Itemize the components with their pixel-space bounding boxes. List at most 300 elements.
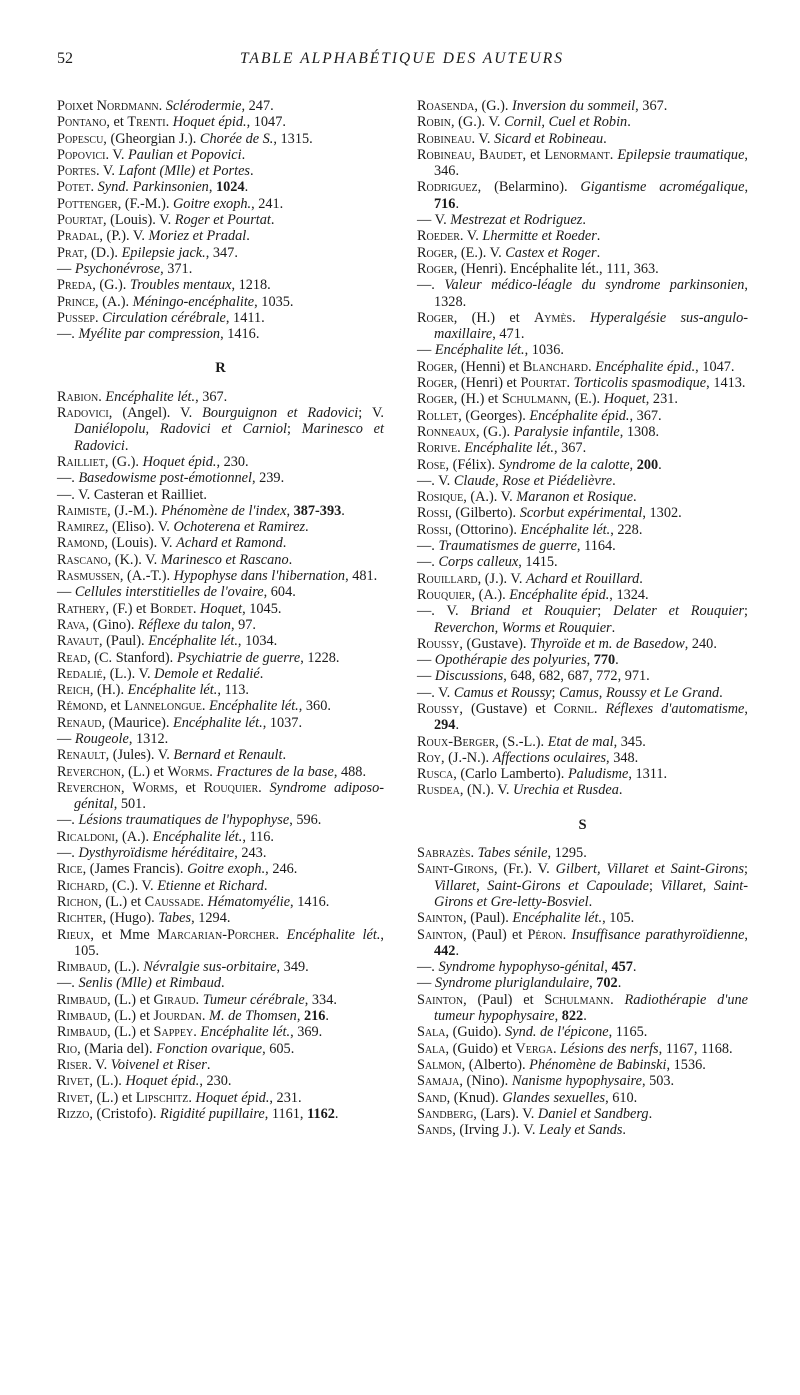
index-entry: [417, 1106, 748, 1122]
running-title: TABLE ALPHABÉTIQUE DES AUTEURS: [240, 50, 564, 67]
index-entry: [57, 326, 384, 342]
entry-text: , (Maria del).: [77, 1040, 157, 1057]
author-name: Roger: [417, 244, 454, 261]
author-name: Rusdea: [417, 782, 460, 799]
index-entry: [57, 228, 384, 244]
entry-text: .: [258, 779, 270, 796]
entry-text: , 1218.: [231, 277, 271, 294]
index-entry: [57, 1090, 384, 1106]
entry-text: , (P.). V.: [99, 228, 149, 245]
entry-text: , 241.: [251, 195, 284, 212]
entry-title: Claude, Rose et Piédelièvre: [453, 472, 613, 489]
entry-text: , 367.: [629, 407, 662, 424]
index-entry: [57, 682, 384, 698]
index-entry: [57, 975, 384, 991]
entry-text: .: [244, 179, 249, 196]
index-entry: [57, 861, 384, 877]
index-entry: [57, 715, 384, 731]
entry-text: , 228.: [610, 521, 643, 538]
entry-text: .: [612, 472, 616, 489]
entry-text: , 1164.: [576, 538, 616, 555]
entry-text: .: [263, 877, 268, 894]
entry-title: Encéphalite lét.: [172, 714, 263, 731]
author-name: Rimbaud: [57, 1024, 108, 1041]
index-entry: [57, 617, 384, 633]
entry-text: —.: [417, 959, 439, 976]
entry-title: Réflexes d'automatisme: [605, 700, 745, 717]
entry-title: Encéphalite lét.: [152, 828, 243, 845]
index-entry: [417, 959, 748, 975]
entry-text: , (Lars). V.: [473, 1105, 538, 1122]
author-name: Reverchon: [57, 779, 121, 796]
entry-text: , (Guido).: [445, 1024, 506, 1041]
entry-title: Etienne et Richard: [157, 877, 264, 894]
entry-text: , (Gheorgian J.).: [103, 130, 200, 147]
entry-title: Discussions: [434, 668, 504, 685]
index-entry: [57, 405, 384, 454]
section-heading: R: [215, 360, 226, 377]
index-entry: [57, 245, 384, 261]
author-name: Rose: [417, 456, 446, 473]
index-entry: [57, 261, 384, 277]
entry-text: , (Henni) et: [453, 358, 523, 375]
entry-text: , 247.: [241, 98, 274, 114]
author-name: Read: [57, 649, 88, 666]
entry-title: Demole et Redalié: [154, 665, 260, 682]
entry-text: , 481.: [345, 568, 378, 585]
entry-title: Bernard et Renault: [173, 747, 283, 764]
author-name: Rasmussen: [57, 568, 120, 585]
entry-text: , (Henri) et: [453, 375, 521, 392]
entry-text: .: [90, 179, 98, 196]
author-name: Sand: [417, 1089, 447, 1106]
entry-text: ;: [744, 861, 748, 878]
entry-text: .: [552, 1040, 561, 1057]
entry-text: ; V.: [358, 405, 384, 422]
author-name: Rivet: [57, 1089, 90, 1106]
index-entry: [417, 505, 748, 521]
entry-text: , 349.: [276, 959, 309, 976]
entry-text: .: [165, 114, 173, 131]
entry-title: Hypophyse dans l'hibernation: [173, 568, 346, 585]
entry-text: , (S.-L.).: [495, 733, 548, 750]
entry-text: ;: [287, 421, 302, 438]
entry-text: .: [246, 228, 250, 245]
index-entry: [57, 829, 384, 845]
entry-text: , 604.: [263, 584, 296, 601]
entry-title: Encéphalite lét.: [209, 698, 299, 715]
index-entry: [417, 440, 748, 456]
author-name: Rio: [57, 1040, 78, 1057]
entry-text: —. V.: [417, 603, 471, 620]
index-entry: [57, 666, 384, 682]
entry-title: Epilepsie traumatique: [617, 146, 745, 163]
entry-text: , (F.) et: [105, 600, 150, 617]
entry-text: .: [603, 130, 607, 147]
index-entry: [57, 747, 384, 763]
entry-text: .: [201, 698, 210, 715]
entry-text: .: [334, 1105, 339, 1122]
author-name: Sala: [417, 1040, 446, 1057]
author-name: Richard: [57, 877, 105, 894]
entry-text: —: [417, 668, 435, 685]
entry-text: ;: [744, 603, 748, 620]
index-entry: [57, 454, 384, 470]
author-name: Bordet: [149, 600, 193, 617]
index-entry: [57, 552, 384, 568]
entry-text: .: [200, 893, 208, 910]
entry-title: Daniel et Sandberg: [537, 1105, 649, 1122]
index-entry: [57, 519, 384, 535]
page-ref-bold: 1162: [307, 1105, 335, 1122]
entry-text: , (Gino).: [85, 616, 139, 633]
entry-title: Syndrome adiposo-génital: [74, 779, 384, 813]
entry-title: Névralgie sus-orbitaire: [143, 959, 277, 976]
index-entry: [417, 668, 748, 684]
author-name: Jourdan: [153, 1008, 202, 1025]
entry-text: —: [417, 975, 435, 992]
author-name: Renaud: [57, 714, 102, 731]
entry-text: , 231.: [645, 391, 678, 408]
entry-title: Valeur médico-léagle du syndrome parkinsonien: [444, 277, 745, 294]
entry-title: Etat de mal: [547, 733, 614, 750]
index-entry: [57, 1057, 384, 1073]
entry-text: .: [627, 114, 631, 131]
entry-title: Lafont (Mlle) et Portes: [118, 163, 250, 180]
index-entry: [57, 114, 384, 130]
entry-title: Psychonévrose: [74, 260, 161, 277]
entry-text: , (Paul).: [98, 633, 149, 650]
entry-text: , 1047.: [695, 358, 735, 375]
entry-text: , (Gustave) et: [459, 700, 554, 717]
entry-title: Goitre exoph.: [187, 861, 266, 878]
entry-title: Bourguignon et Radovici: [202, 405, 359, 422]
entry-text: .: [455, 195, 460, 212]
entry-text: , (N.). V.: [459, 782, 513, 799]
entry-title: Scorbut expérimental: [519, 505, 643, 522]
entry-text: .: [611, 619, 616, 636]
entry-title: Dysthyroïdisme héréditaire: [78, 845, 235, 862]
index-entry: [417, 1090, 748, 1106]
entry-title: Encéphalite lét.: [105, 388, 196, 405]
entry-title: Gilbert, Villaret et Saint-Girons: [555, 861, 745, 878]
author-name: Renault: [57, 747, 106, 764]
entry-text: .: [98, 388, 106, 405]
entry-text: .: [209, 763, 217, 780]
entry-title: Inversion du sommeil: [512, 98, 636, 114]
entry-text: , 1294.: [191, 910, 231, 927]
entry-title: Paralysie infantile: [513, 423, 620, 440]
entry-title: Rigidité pupillaire: [160, 1105, 265, 1122]
author-name: Roger: [417, 375, 454, 392]
entry-text: , (Irving J.). V.: [452, 1122, 540, 1139]
entry-title: Corps calleux: [438, 554, 519, 571]
index-entry: [57, 503, 384, 519]
entry-title: Encéphalite lét.: [464, 440, 554, 457]
index-entry: [417, 538, 748, 554]
entry-title: Fonction ovarique: [156, 1040, 263, 1057]
entry-text: , (James Francis).: [82, 861, 188, 878]
entry-text: , (L.) et: [107, 1024, 154, 1041]
entry-title: Goitre exoph.: [172, 195, 252, 212]
author-name: Roeder: [417, 228, 460, 245]
entry-title: Radiothérapie d'une tumeur hypophysaire: [434, 991, 749, 1025]
index-entry: [417, 571, 748, 587]
entry-text: , 1536.: [666, 1056, 706, 1073]
entry-text: , et Mme: [90, 926, 158, 943]
entry-text: , (J.-M.).: [107, 502, 162, 519]
author-name: Rusca: [417, 766, 454, 783]
entry-title: Basedowisme post-émotionnel: [78, 470, 252, 487]
entry-text: —.: [57, 845, 79, 862]
author-name: Rava: [57, 616, 86, 633]
author-name: Pussep: [57, 309, 95, 326]
index-entry: [57, 894, 384, 910]
entry-text: , 1413.: [706, 375, 746, 392]
entry-text: ,: [744, 926, 748, 943]
author-name: Verga: [515, 1040, 553, 1057]
entry-title: Synd. Parkinsonien: [97, 179, 209, 196]
index-entry: [417, 652, 748, 668]
index-entry: [417, 750, 748, 766]
entry-title: Briand et Rouquier: [470, 603, 598, 620]
entry-title: Syndrome pluriglandulaire: [434, 975, 590, 992]
index-entry: [57, 163, 384, 179]
author-name: Roy: [417, 749, 441, 766]
index-entry: [57, 959, 384, 975]
author-name: Marcarian-Porcher: [157, 926, 276, 943]
author-name: Sala: [417, 1024, 446, 1041]
entry-text: , 1045.: [242, 600, 282, 617]
index-entry: [417, 845, 748, 861]
entry-title: Encéphalite épid.: [509, 586, 610, 603]
index-entry: [417, 636, 748, 652]
entry-text: , 488.: [333, 763, 367, 780]
index-entry: [417, 114, 748, 130]
entry-title: Encéphalite lét.: [286, 926, 381, 943]
entry-text: ,: [554, 1008, 562, 1025]
index-entry: [57, 878, 384, 894]
entry-text: .: [583, 1008, 587, 1025]
entry-title: Achard et Rouillard: [525, 570, 640, 587]
entry-text: , (G.).: [475, 423, 514, 440]
entry-title: Hoquet épid.: [172, 114, 247, 131]
entry-text: . V.: [88, 1056, 111, 1073]
page-ref-bold: 457: [611, 959, 633, 976]
entry-text: , (H.).: [89, 682, 128, 699]
author-name: Riser: [57, 1056, 89, 1073]
author-name: Ramond: [57, 535, 105, 552]
index-entry: [57, 650, 384, 666]
entry-text: , (Louis). V.: [103, 212, 175, 229]
entry-text: ;: [648, 877, 661, 894]
entry-title: Ochoterena et Ramirez: [173, 519, 306, 536]
entry-text: , (A.). V.: [463, 489, 517, 506]
entry-text: —.: [57, 326, 79, 343]
index-entry: [417, 342, 748, 358]
entry-text: .: [457, 440, 465, 457]
entry-text: , (L.).: [107, 959, 144, 976]
entry-text: , (A.-T.).: [119, 568, 174, 585]
index-entry: [417, 1122, 748, 1138]
author-name: Rieux: [57, 926, 91, 943]
entry-title: Lhermitte et Roeder: [482, 228, 597, 245]
author-name: Blanchard: [522, 358, 588, 375]
entry-text: —. V. Casteran et Railliet.: [57, 486, 207, 503]
index-entry: [417, 473, 748, 489]
index-entry: [57, 568, 384, 584]
entry-title: Castex et Roger: [505, 244, 597, 261]
author-name: Portes: [57, 163, 97, 180]
index-entry: [57, 698, 384, 714]
entry-text: .: [259, 665, 264, 682]
entry-title: Hoquet: [200, 600, 243, 617]
entry-text: , 1416.: [220, 326, 260, 343]
index-entry: [417, 98, 748, 114]
index-entry: [57, 584, 384, 600]
entry-title: Urechia et Rusdea: [512, 782, 619, 799]
entry-text: .: [639, 570, 643, 587]
author-name: Reverchon: [57, 763, 121, 780]
entry-title: Encéphalite lét.: [127, 682, 218, 699]
entry-text: , (Félix).: [445, 456, 499, 473]
entry-text: , (J.). V.: [477, 570, 526, 587]
author-name: Rizzo: [57, 1105, 90, 1122]
entry-text: .: [566, 375, 574, 392]
index-entry: [417, 424, 748, 440]
entry-text: , 345.: [613, 733, 646, 750]
index-entry: [57, 277, 384, 293]
entry-text: , 610.: [605, 1089, 638, 1106]
entry-text: .: [270, 212, 275, 229]
author-name: Sainton: [417, 910, 464, 927]
entry-text: , 1328.: [434, 277, 748, 310]
author-name: Robin: [417, 114, 451, 131]
entry-text: , 1302.: [642, 505, 682, 522]
entry-text: .: [609, 146, 618, 163]
entry-title: Daniélopolu, Radovici et Carniol: [74, 421, 287, 438]
entry-title: Phénomène de l'index: [161, 502, 287, 519]
entry-text: .: [593, 700, 606, 717]
entry-text: .: [305, 519, 309, 536]
author-name: Pourtat: [520, 375, 567, 392]
author-name: Roger: [417, 391, 454, 408]
entry-text: ,: [604, 959, 612, 976]
entry-text: —.: [57, 975, 79, 992]
index-entry: [417, 910, 748, 926]
entry-text: .: [648, 1105, 653, 1122]
author-name: Rorive: [417, 440, 458, 457]
author-name: Pradal: [57, 228, 100, 245]
entry-text: , 113.: [217, 682, 249, 699]
entry-title: Syndrome de la calotte: [498, 456, 630, 473]
author-name: Roasenda: [417, 98, 475, 114]
entry-text: , (G.). V.: [450, 114, 505, 131]
entry-text: .: [582, 212, 586, 229]
author-name: Sabrazès: [417, 845, 471, 862]
entry-text: — V.: [417, 212, 451, 229]
entry-title: Voivenel et Riser: [110, 1056, 207, 1073]
entry-text: , (L.) et: [107, 1008, 154, 1025]
entry-text: , (L.) et: [120, 763, 168, 780]
author-name: Popescu: [57, 130, 104, 147]
entry-text: , 1315.: [273, 130, 313, 147]
entry-title: Achard et Ramond: [176, 535, 283, 552]
entry-text: , 1036.: [524, 342, 564, 359]
entry-text: , 367.: [635, 98, 668, 114]
entry-title: Senlis (Mlle) et Rimbaud: [78, 975, 221, 992]
entry-text: —: [57, 584, 75, 601]
author-name: Ricaldoni: [57, 828, 115, 845]
author-name: Rodriguez: [417, 179, 478, 196]
entry-text: , (Paul) et: [463, 991, 545, 1008]
index-entry: [417, 245, 748, 261]
entry-title: Synd. de l'épicone: [505, 1024, 609, 1041]
entry-title: Phénomène de Babinski: [529, 1056, 667, 1073]
entry-text: .: [282, 535, 287, 552]
index-entry: [57, 310, 384, 326]
author-name: Rouquier: [417, 586, 472, 603]
author-name: Ramirez: [57, 519, 105, 536]
entry-text: , 347.: [205, 244, 238, 261]
entry-text: .: [241, 146, 246, 163]
entry-text: .: [618, 782, 623, 799]
entry-text: , (C.). V.: [104, 877, 158, 894]
entry-text: .: [455, 717, 460, 734]
page-ref-bold: 387-393: [293, 502, 342, 519]
entry-title: Circulation cérébrale: [102, 309, 226, 326]
entry-title: Sclérodermie: [165, 98, 242, 114]
entry-text: , 246.: [265, 861, 298, 878]
entry-title: Reverchon, Worms et Rouquier: [434, 619, 612, 636]
entry-title: Delater et Rouquier: [613, 603, 745, 620]
index-entry: [57, 147, 384, 163]
entry-title: Villaret, Saint-Girons et Gre-letty-Bosviel: [434, 877, 749, 910]
entry-text: .: [719, 684, 723, 701]
index-entry: [57, 294, 384, 310]
author-name: Lannelongue: [124, 698, 202, 715]
index-entry: [417, 782, 748, 798]
entry-text: ,: [471, 146, 480, 163]
author-name: Cornil: [553, 700, 594, 717]
entry-text: , 105.: [74, 926, 384, 959]
entry-text: , (D.).: [83, 244, 122, 261]
entry-text: ,: [629, 456, 637, 473]
entry-title: Nanisme hypophysaire: [511, 1073, 642, 1090]
entry-title: Lealy et Sands: [539, 1122, 623, 1139]
index-entry: [417, 375, 748, 391]
entry-text: , (Paul).: [463, 910, 513, 927]
index-entry: [417, 457, 748, 473]
entry-text: .: [610, 991, 625, 1008]
author-name: Roger: [417, 358, 454, 375]
index-entry: [417, 992, 748, 1025]
index-entry: [417, 1024, 748, 1040]
running-header: [57, 50, 747, 74]
entry-title: Epilepsie jack.: [121, 244, 206, 261]
entry-text: .: [282, 747, 287, 764]
author-name: Prince: [57, 293, 95, 310]
entry-title: Troubles mentaux: [129, 277, 232, 294]
entry-text: , 360.: [298, 698, 331, 715]
index-entry: [57, 910, 384, 926]
index-entry: [417, 408, 748, 424]
entry-text: ,: [208, 179, 216, 196]
entry-text: , (Gustave).: [459, 635, 530, 652]
index-entry: [417, 147, 748, 180]
entry-title: Lésions traumatiques de l'hypophyse: [78, 812, 290, 829]
entry-text: —.: [57, 812, 79, 829]
